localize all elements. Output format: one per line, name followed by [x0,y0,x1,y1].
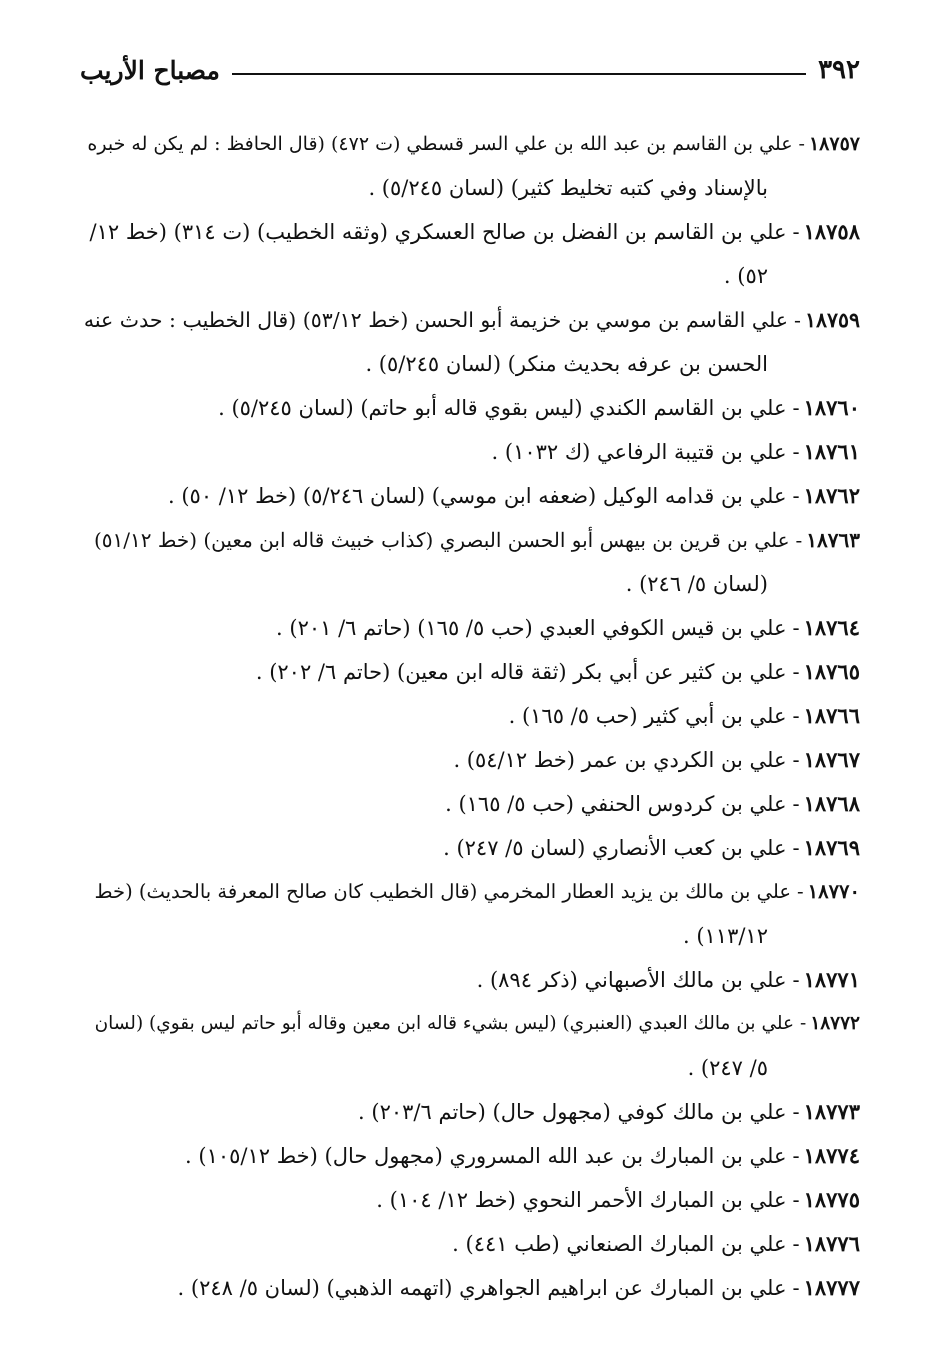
entry: ١٨٧٧٣ - علي بن مالك كوفي (مجهول حال) (حاتم ٢٠٣/٦) . [80,1090,860,1134]
entry-text: علي بن المبارك الصنعاني (طب ٤٤١) . [452,1232,787,1256]
entry-text: علي القاسم بن موسي بن خزيمة أبو الحسن (خط ٥٣/١٢) (قال الخطيب : حدث عنه [83,308,788,332]
entry: ١٨٧٦٤ - علي بن قيس الكوفي العبدي (حب ٥/ ١٦٥) (حاتم ٦/ ٢٠١) . [80,606,860,650]
entry: ١٨٧٧٤ - علي بن المبارك بن عبد الله المسروري (مجهول حال) (خط ١٠٥/١٢) . [80,1134,860,1178]
entry-number: ١٨٧٥٩ [804,308,860,332]
entry-number: ١٨٧٧٣ [803,1099,860,1124]
page-number: ٣٩٢ [818,55,860,85]
entry-number: ١٨٧٧٦ [803,1231,860,1256]
entry: ١٨٧٧٧ - علي بن المبارك عن ابراهيم الجواهري (اتهمه الذهبي) (لسان ٥/ ٢٤٨) . [80,1266,860,1310]
entry-text: علي بن المبارك عن ابراهيم الجواهري (اتهمه الذهبي) (لسان ٥/ ٢٤٨) . [177,1276,787,1300]
entry-text: علي بن كعب الأنصاري (لسان ٥/ ٢٤٧) . [443,836,787,860]
entry-number: ١٨٧٧٠ [807,880,860,903]
entry-number: ١٨٧٧١ [803,967,860,992]
entry-text: علي بن مالك الأصبهاني (ذكر ٨٩٤) . [476,968,787,992]
entry-text: علي بن قيس الكوفي العبدي (حب ٥/ ١٦٥) (حاتم ٦/ ٢٠١) . [276,616,787,640]
entry-continuation: الحسن بن عرفه بحديث منكر) (لسان ٥/٢٤٥) . [365,352,768,376]
entry-number: ١٨٧٧٢ [810,1013,860,1034]
entry-continuation: ١١٣/١٢) . [682,924,768,948]
entry-text: علي بن كثير عن أبي بكر (ثقة قاله ابن معين) (حاتم ٦/ ٢٠٢) . [255,660,787,684]
entry: ١٨٧٧٦ - علي بن المبارك الصنعاني (طب ٤٤١) . [80,1222,860,1266]
entry-number: ١٨٧٥٧ [808,133,860,155]
entry: ١٨٧٦٦ - علي بن أبي كثير (حب ٥/ ١٦٥) . [80,694,860,738]
entry: ١٨٧٦٧ - علي بن الكردي بن عمر (خط ٥٤/١٢) . [80,738,860,782]
entry-text: علي بن المبارك الأحمر النحوي (خط ١٢/ ١٠٤) . [376,1188,787,1212]
entry-number: ١٨٧٦٠ [803,395,860,420]
entry-text: علي بن أبي كثير (حب ٥/ ١٦٥) . [508,704,787,728]
entry-text: علي بن مالك كوفي (مجهول حال) (حاتم ٢٠٣/٦) . [358,1100,787,1124]
entry-continuation: بالإسناد وفي كتبه تخليط كثير) (لسان ٥/٢٤٥) . [368,176,768,200]
entry-number: ١٨٧٦٧ [803,747,860,772]
entry-number: ١٨٧٦٨ [803,791,860,816]
page-header [80,48,860,92]
entry-number: ١٨٧٦٤ [803,615,860,640]
entry-number: ١٨٧٦٩ [803,835,860,860]
entry-text: علي بن القاسم الكندي (ليس بقوي قاله أبو حاتم) (لسان ٥/٢٤٥) . [218,396,787,420]
entry-text: علي بن مالك العبدي (العنبري) (ليس بشيء قاله ابن معين وقاله أبو حاتم ليس بقوي) (لسان [94,1013,795,1034]
entry-number: ١٨٧٦١ [803,439,860,464]
entry: ١٨٧٦٢ - علي بن قدامه الوكيل (ضعفه ابن موسي) (لسان ٥/٢٤٦) (خط ١٢/ ٥٠) . [80,474,860,518]
header-divider [232,73,806,75]
entry-number: ١٨٧٧٥ [803,1187,860,1212]
entry-text: علي بن كردوس الحنفي (حب ٥/ ١٦٥) . [445,792,787,816]
entry: ١٨٧٦٩ - علي بن كعب الأنصاري (لسان ٥/ ٢٤٧) . [80,826,860,870]
entry: ١٨٧٧٥ - علي بن المبارك الأحمر النحوي (خط ١٢/ ١٠٤) . [80,1178,860,1222]
entry: ١٨٧٥٨ - علي بن القاسم بن الفضل بن صالح العسكري (وثقه الخطيب) (ت ٣١٤) (خط ١٢/ ٥٢) . [80,210,860,298]
entry-number: ١٨٧٦٢ [803,483,860,508]
entry: ١٨٧٦٨ - علي بن كردوس الحنفي (حب ٥/ ١٦٥) . [80,782,860,826]
entry: ١٨٧٦١ - علي بن قتيبة الرفاعي (ك ١٠٣٢) . [80,430,860,474]
entry-continuation: ٥/ ٢٤٧) . [687,1056,768,1080]
entry-number: ١٨٧٥٨ [803,219,860,244]
entry-text: علي بن قرين بن بيهس أبو الحسن البصري (كذاب خبيث قاله ابن معين) (خط ٥١/١٢) [93,528,790,552]
entry-number: ١٨٧٦٦ [803,703,860,728]
entry: ١٨٧٦٠ - علي بن القاسم الكندي (ليس بقوي قاله أبو حاتم) (لسان ٥/٢٤٥) . [80,386,860,430]
entry-number: ١٨٧٧٤ [803,1143,860,1168]
running-title: مصباح الأريب [80,55,220,85]
entry: ١٨٧٥٧ - علي بن القاسم بن عبد الله بن علي السر قسطي (ت ٤٧٢) (قال الحافظ : لم يكن له خبره بالإسناد وفي كتبه تخليط كثير) (لسان ٥/٢٤٥) . [80,122,860,210]
entry-continuation: (لسان ٥/ ٢٤٦) . [625,572,768,596]
entry-continuation: ٥٢) . [723,264,768,288]
entry: ١٨٧٦٣ - علي بن قرين بن بيهس أبو الحسن البصري (كذاب خبيث قاله ابن معين) (خط ٥١/١٢) (لسان ٥/ ٢٤٦) . [80,518,860,606]
entry-number: ١٨٧٦٥ [803,659,860,684]
entry-text: علي بن مالك بن يزيد العطار المخرمي (قال الخطيب كان صالح المعرفة بالحديث) (خط [94,880,792,903]
entry-text: علي بن القاسم بن الفضل بن صالح العسكري (وثقه الخطيب) (ت ٣١٤) (خط ١٢/ [89,220,787,244]
entry: ١٨٧٧١ - علي بن مالك الأصبهاني (ذكر ٨٩٤) . [80,958,860,1002]
entry: ١٨٧٥٩ - علي القاسم بن موسي بن خزيمة أبو الحسن (خط ٥٣/١٢) (قال الخطيب : حدث عنه الحسن بن عرفه بحديث منكر) (لسان ٥/٢٤٥) . [80,298,860,386]
entry: ١٨٧٧٠ - علي بن مالك بن يزيد العطار المخرمي (قال الخطيب كان صالح المعرفة بالحديث) (خط ١١٣/١٢) . [80,870,860,958]
entry-number: ١٨٧٦٣ [806,528,860,552]
entry-text: علي بن القاسم بن عبد الله بن علي السر قسطي (ت ٤٧٢) (قال الحافظ : لم يكن له خبره [87,133,793,155]
entry-text: علي بن الكردي بن عمر (خط ٥٤/١٢) . [453,748,787,772]
entry-text: علي بن قدامه الوكيل (ضعفه ابن موسي) (لسان ٥/٢٤٦) (خط ١٢/ ٥٠) . [168,484,787,508]
entry-number: ١٨٧٧٧ [803,1275,860,1300]
entry-text: علي بن المبارك بن عبد الله المسروري (مجهول حال) (خط ١٠٥/١٢) . [185,1144,787,1168]
entry-text: علي بن قتيبة الرفاعي (ك ١٠٣٢) . [491,440,787,464]
entry: ١٨٧٧٢ - علي بن مالك العبدي (العنبري) (ليس بشيء قاله ابن معين وقاله أبو حاتم ليس بقوي) (لسان ٥/ ٢٤٧) . [80,1002,860,1090]
entry: ١٨٧٦٥ - علي بن كثير عن أبي بكر (ثقة قاله ابن معين) (حاتم ٦/ ٢٠٢) . [80,650,860,694]
